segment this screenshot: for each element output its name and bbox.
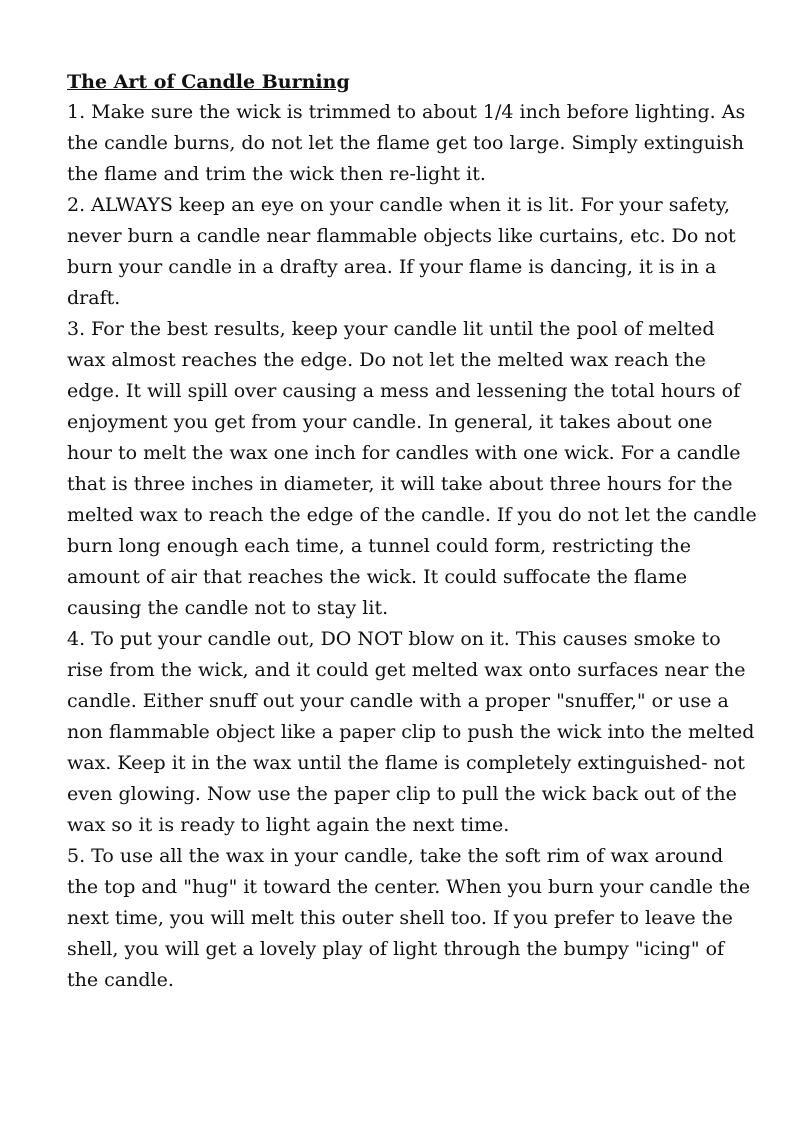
step-2: 2. ALWAYS keep an eye on your candle when it is lit. For your safety, never burn a candle near flammable objects like curtains, etc. Do not burn your candle in a drafty area. If your flame is dancing, it is in a draft.: [67, 194, 736, 309]
document-title: The Art of Candle Burning: [67, 71, 350, 93]
step-3: 3. For the best results, keep your candle lit until the pool of melted wax almost reaches the edge. Do not let the melted wax reach the edge. It will spill over causing a mess and lessening the total hours of enjoyment you get from your candle. In general, it takes about one hour to melt the wax one inch for candles with one wick. For a candle that is three inches in diameter, it will take about three hours for the melted wax to reach the edge of the candle. If you do not let the candle burn long enough each time, a tunnel could form, restricting the amount of air that reaches the wick. It could suffocate the flame causing the candle not to stay lit.: [67, 318, 757, 619]
step-5: 5. To use all the wax in your candle, take the soft rim of wax around the top and "hug" it toward the center. When you burn your candle the next time, you will melt this outer shell too. If you prefer to leave the shell, you will get a lovely play of light through the bumpy "icing" of the candle.: [67, 845, 751, 991]
document-body: [67, 68, 757, 996]
step-1: 1. Make sure the wick is trimmed to about 1/4 inch before lighting. As the candle burns, do not let the flame get too large. Simply extinguish the flame and trim the wick then re-light it.: [67, 101, 746, 185]
step-4: 4. To put your candle out, DO NOT blow on it. This causes smoke to rise from the wick, and it could get melted wax onto surfaces near the candle. Either snuff out your candle with a proper "snuffer," or use a non flammable object like a paper clip to push the wick into the melted wax. Keep it in the wax until the flame is completely extinguished- not even glowing. Now use the paper clip to pull the wick back out of the wax so it is ready to light again the next time.: [67, 628, 755, 836]
